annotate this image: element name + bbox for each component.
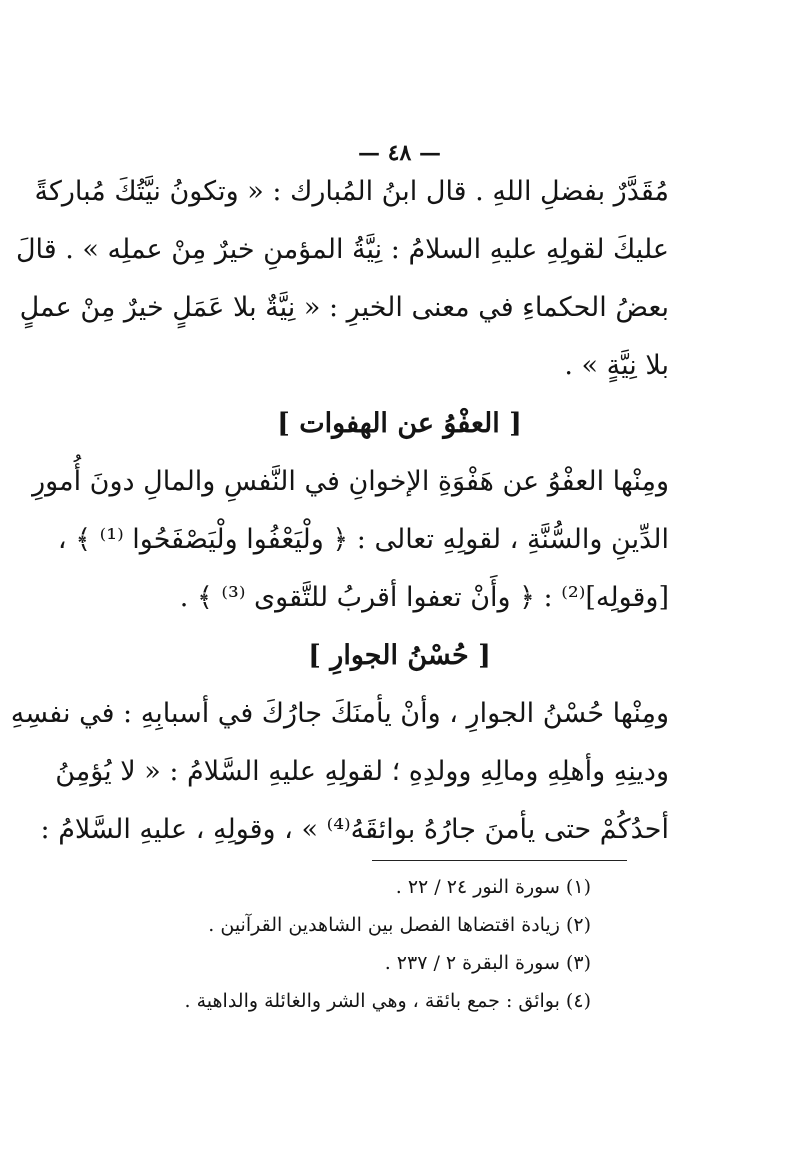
footnote-2: (٢) زيادة اقتضاها الفصل بين الشاهدين القرآنين . bbox=[208, 914, 591, 936]
paragraph-3-line-2: ودينِهِ وأهلِهِ ومالِهِ وولدِهِ ؛ لقولِهِ عليهِ السَّلامُ : « لا يُؤمِنُ bbox=[55, 756, 669, 787]
paragraph-3-line-3: أحدُكُمْ حتى يأمنَ جارُهُ بوائقَهُ⁽⁴⁾ » ، وقولِهِ ، عليهِ السَّلامُ : bbox=[40, 814, 669, 845]
paragraph-2-line-2: الدِّينِ والسُّنَّةِ ، لقولِهِ تعالى : ﴿ ولْيَعْفُوا ولْيَصْفَحُوا ⁽¹⁾ ﴾ ، bbox=[57, 524, 669, 555]
paragraph-1-line-2: عليكَ لقولِهِ عليهِ السلامُ : نِيَّةُ المؤمنِ خيرٌ مِنْ عملِه » . قالَ bbox=[15, 234, 669, 265]
section-heading-forgiveness: [ العفْوُ عن الهفوات ] bbox=[277, 408, 522, 439]
paragraph-1-line-4: بلا نِيَّةٍ » . bbox=[564, 350, 669, 381]
paragraph-3-line-1: ومِنْها حُسْنُ الجوارِ ، وأنْ يأمنَكَ جارُكَ في أسبابِهِ : في نفسِهِ bbox=[10, 698, 669, 729]
page-number: — ٤٨ — bbox=[358, 140, 441, 166]
paragraph-2-line-3: [وقولِه]⁽²⁾ : ﴿ وأَنْ تعفوا أقربُ للتَّقوى ⁽³⁾ ﴾ . bbox=[179, 582, 669, 613]
footnote-4: (٤) بوائق : جمع بائقة ، وهي الشر والغائلة والداهية . bbox=[184, 990, 591, 1012]
paragraph-1-line-3: بعضُ الحكماءِ في معنى الخيرِ : « نِيَّةٌ بلا عَمَلٍ خيرٌ مِنْ عملٍ bbox=[19, 292, 669, 323]
paragraph-1-line-1: مُقَدَّرٌ بفضلِ اللهِ . قال ابنُ المُبارك : « وتكونُ نيَّتُكَ مُباركةً bbox=[34, 176, 669, 207]
paragraph-2-line-1: ومِنْها العفْوُ عن هَفْوَةِ الإخوانِ في النَّفسِ والمالِ دونَ أُمورِ bbox=[32, 466, 669, 497]
footnote-1: (١) سورة النور ٢٤ / ٢٢ . bbox=[395, 876, 591, 898]
footnote-3: (٣) سورة البقرة ٢ / ٢٣٧ . bbox=[384, 952, 591, 974]
section-heading-good-neighborliness: [ حُسْنُ الجوارِ ] bbox=[308, 640, 491, 671]
footnote-divider bbox=[372, 860, 627, 861]
